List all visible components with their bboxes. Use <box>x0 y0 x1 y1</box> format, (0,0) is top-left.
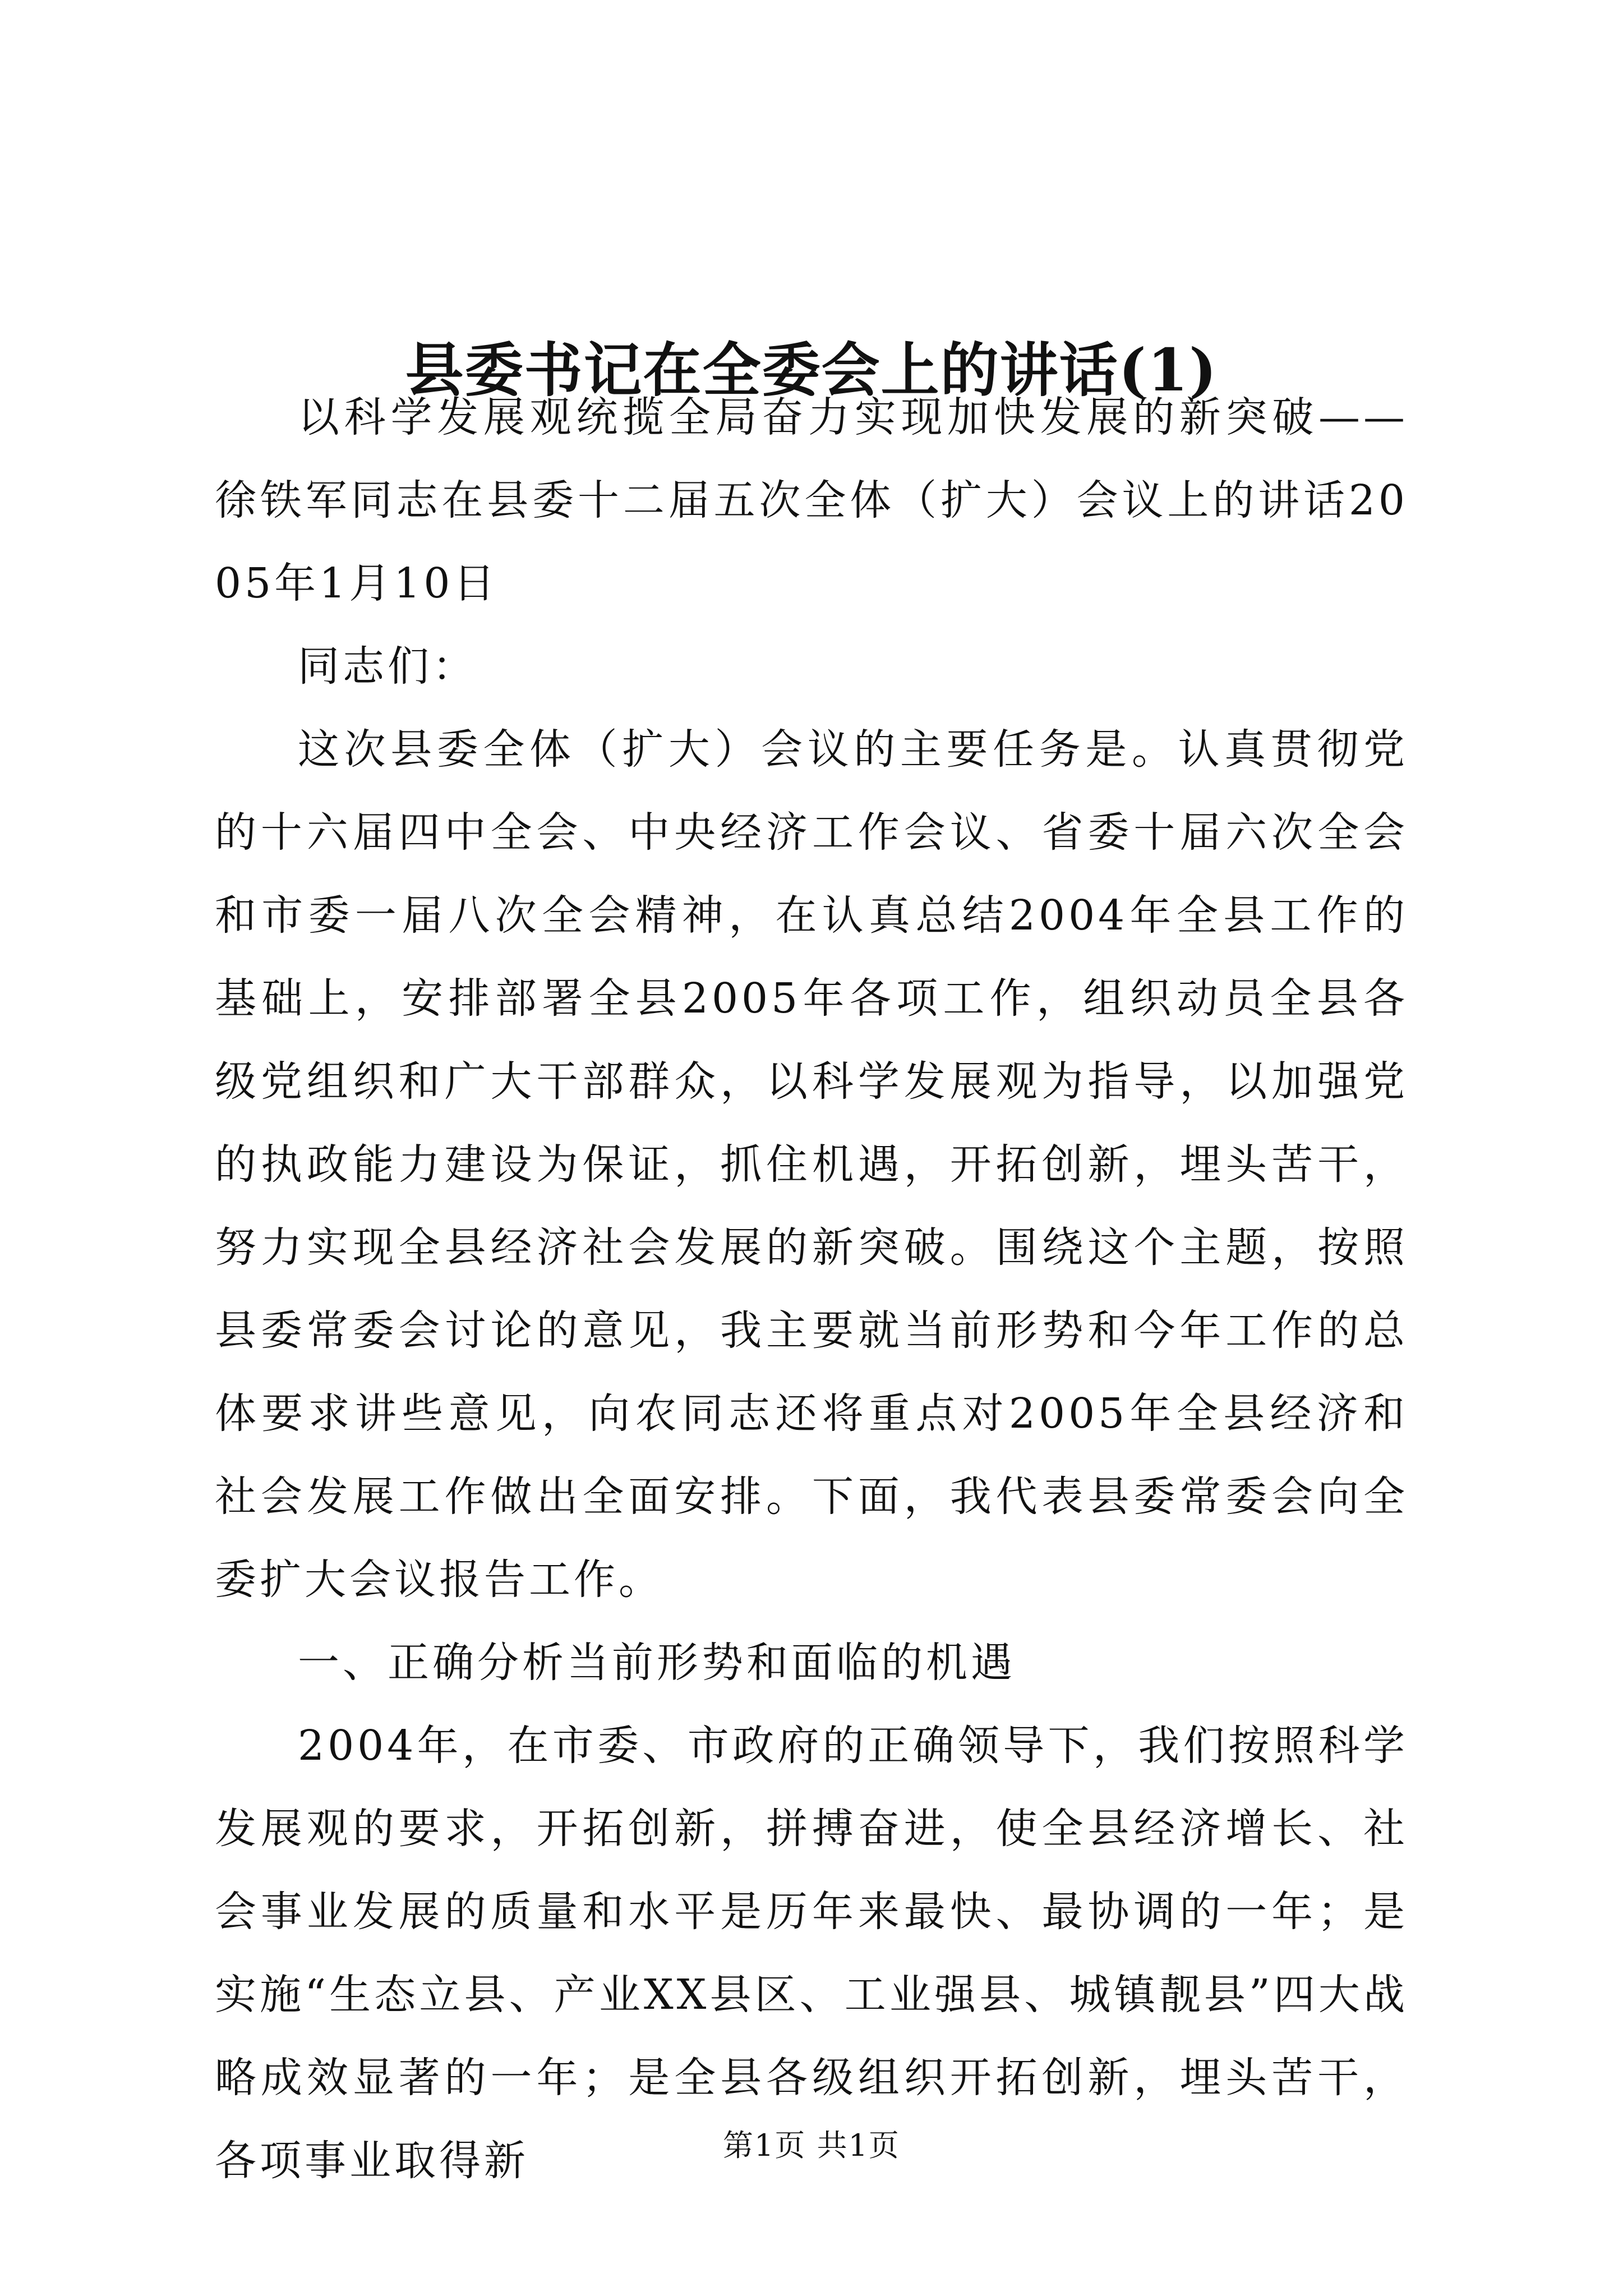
body-paragraph: 2004年，在市委、市政府的正确领导下，我们按照科学发展观的要求，开拓创新，拼搏奋进，使全县经济增长、社会事业发展的质量和水平是历年来最快、最协调的一年；是实施“生态立县、产业XX县区、工业强县、城镇靓县”四大战略成效显著的一年；是全县各级组织开拓创新，埋头苦干，各项事业取得新 <box>215 1722 1408 2185</box>
salutation-paragraph: 同志们： <box>298 642 477 691</box>
body-paragraph: 这次县委全体（扩大）会议的主要任务是。认真贯彻党的十六届四中全会、中央经济工作会议、省委十届六次全会和市委一届八次全会精神，在认真总结2004年全县工作的基础上，安排部署全县2005年各项工作，组织动员全县各级党组织和广大干部群众，以科学发展观为指导，以加强党的执政能力建设为保证，抓住机遇，开拓创新，埋头苦干，努力实现全县经济社会发展的新突破。围绕这个主题，按照县委常委会讨论的意见，我主要就当前形势和今年工作的总体要求讲些意见，向农同志还将重点对2005年全县经济和社会发展工作做出全面安排。下面，我代表县委常委会向全委扩大会议报告工作。 <box>215 725 1408 1604</box>
section-heading: 一、正确分析当前形势和面临的机遇 <box>298 1639 1016 1687</box>
page-footer: 第1页 共1页 <box>723 2128 900 2163</box>
document-title: 县委书记在全委会上的讲话(1) <box>405 335 1218 404</box>
document-body <box>215 376 1408 2202</box>
subtitle-paragraph: 以科学发展观统揽全局奋力实现加快发展的新突破——徐铁军同志在县委十二届五次全体（扩大）会议上的讲话2005年1月10日 <box>215 393 1408 608</box>
